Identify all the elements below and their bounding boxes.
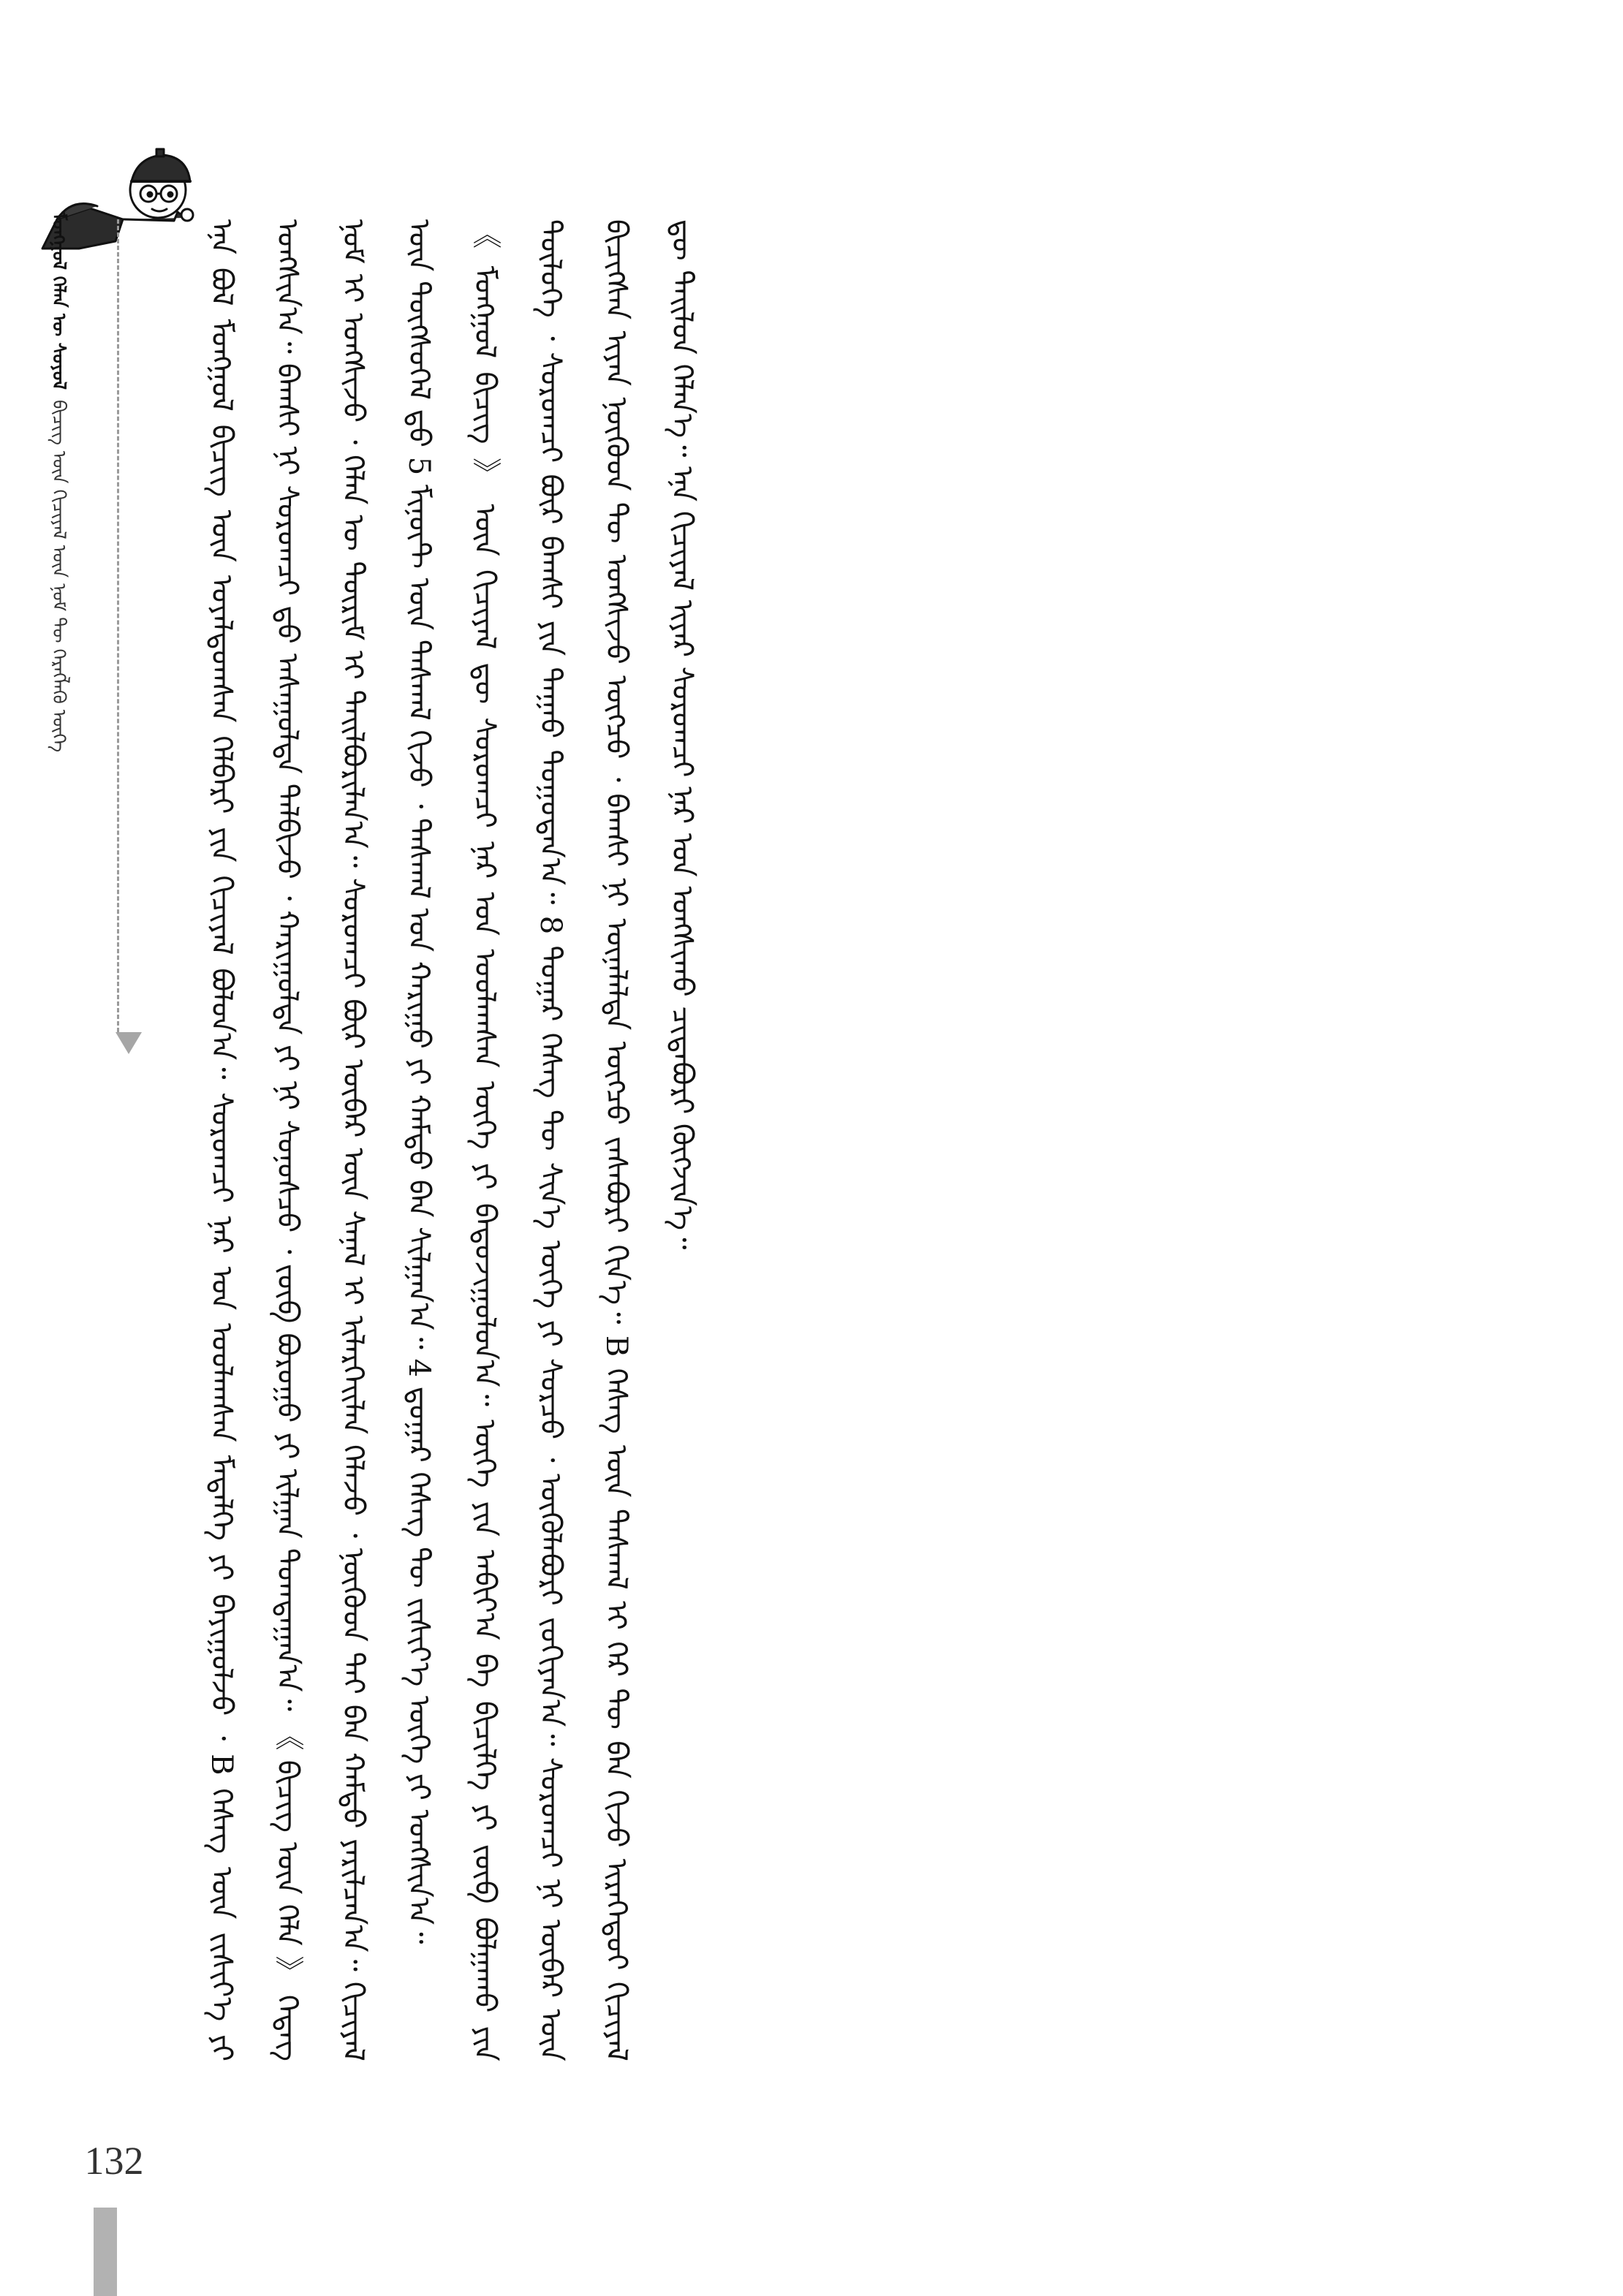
running-head-dashed-rule xyxy=(117,219,119,1032)
running-head-title: ᠮᠣᠩᠭᠣᠯ ᠬᠡᠯᠡᠨ ᠦ ᠰᠣᠶᠣᠯ xyxy=(48,212,70,390)
running-head xyxy=(42,212,76,1031)
running-head-subtitle: ᠪᠢᠴᠢᠭ ᠦᠨ ᠬᠢᠴᠢᠶᠡᠯ ᠦᠨ ᠨᠣᠮ ᠲᠦ ᠬᠡᠷᠡᠭᠯᠡᠬᠦ ᠦᠭᠡ xyxy=(48,400,70,753)
paragraph-2: 《 ᠮᠣᠩᠭᠣᠯ ᠪᠢᠴᠢᠭ 》 ᠦᠨ ᠬᠢᠴᠢᠶᠡᠯ ᠳᠦ ᠰᠤᠷᠤᠭᠴᠢ ᠨᠠᠷ ᠤᠨ ᠤᠤᠯᠠᠭᠰᠠᠨ ᠦᠭᠡ ᠶᠢ ᠪᠠᠲᠤᠵᠢᠭᠤᠯᠤᠨ᠎ᠠ᠃ ᠦᠭᠡ ᠶᠢᠨ ᠠᠪᠢᠶ᠎ᠠ ᠪᠠ ᠪᠢᠴᠢᠯᠭᠡ ᠶᠢ ᠵᠥᠪ ᠪᠣᠯᠭᠠᠬᠤ ᠶᠢᠨ ᠲᠥᠯᠥᠭᠡ ᠂ ᠰᠤᠷᠤᠭᠴᠢ ᠪᠦᠷ ᠪᠠᠭᠰᠢ ᠶᠢᠨ ᠳᠠᠭᠠᠤ ᠳᠤᠭᠤᠳᠠᠨ᠎ᠠ᠃ 8 ᠳᠤᠭᠠᠷ ᠬᠡᠰᠡᠭ ᠲᠦ ᠰᠢᠨ᠎ᠡ ᠦᠭᠡ ᠶᠢ ᠰᠤᠷᠴᠤ ᠂ ᠦᠭᠦᠯᠡᠪᠦᠷᠢ ᠵᠣᠬᠢᠶᠠᠨ᠎ᠠ᠃ ᠰᠤᠷᠤᠭᠴᠢ ᠨᠢ ᠥᠪᠡᠷ ᠦᠨ ᠪᠢᠴᠢᠭᠰᠡᠨ ᠢᠶᠡᠨ ᠨᠥᠬᠥᠳ ᠲᠦ ᠤᠩᠰᠢᠵᠤ ᠥᠭᠴᠦ ᠂ ᠪᠠᠭᠰᠢ ᠨᠢ ᠦᠨᠡᠯᠡᠯᠲᠡ ᠥᠭᠴᠦ ᠵᠠᠰᠠᠪᠤᠷᠢ ᠬᠢᠨ᠎ᠡ᠃ B ᠬᠡᠰᠡᠭ ᠦᠨ ᠳᠠᠰᠭᠠᠯ ᠢ ᠭᠡᠷ ᠲᠦ ᠪᠡᠨ ᠬᠢᠵᠦ ᠢᠷᠡᠭᠡᠳᠦᠢ ᠬᠢᠴᠢᠶᠡᠯ ᠳᠦ ᠲᠠᠢᠯᠤᠨ ᠬᠡᠯᠡᠨ᠎ᠡ᠃ ᠡᠨᠡ ᠬᠢᠴᠢᠶᠡᠯ ᠢᠶᠡᠷ ᠰᠤᠷᠤᠭᠴᠢ ᠨᠠᠷ ᠤᠨ ᠤᠩᠰᠢᠬᠤ ᠴᠢᠳᠠᠪᠤᠷᠢ ᠬᠥᠭᠵᠢᠨ᠎ᠡ᠃ xyxy=(468,219,699,2061)
paragraph-1: ᠡᠨᠡ ᠪᠣᠯ ᠮᠣᠩᠭᠣᠯ ᠪᠢᠴᠢᠭ ᠦᠨ ᠤᠶᠠᠯᠳᠤᠭᠰᠠᠨ ᠬᠡᠯᠪᠡᠷᠢ ᠶᠢᠨ ᠬᠢᠴᠢᠶᠡᠯ ᠪᠣᠯᠣᠨ᠎ᠠ᠃ ᠰᠤᠷᠤᠭᠴᠢ ᠨᠠᠷ ᠤᠨ ᠤᠤᠯᠠᠭᠰᠠᠨ ᠮᠡᠳᠡᠯᠭᠡ ᠶᠢ ᠪᠠᠶᠢᠭᠤᠯᠵᠤ ᠂ B ᠬᠡᠰᠡᠭ ᠦᠨ ᠵᠢᠱᠢᠶ᠎ᠡ ᠶᠢ ᠤᠩᠰᠢᠨ᠎ᠠ᠃ ᠪᠠᠭᠰᠢ ᠨᠢ ᠰᠤᠷᠤᠭᠴᠢ ᠳ᠋ᠤ ᠠᠰᠠᠭᠤᠯᠲᠠ ᠲᠠᠯᠪᠢᠵᠤ ᠂ ᠬᠠᠷᠢᠭᠤᠯᠲᠠ ᠶᠢ ᠨᠢ ᠰᠣᠨᠣᠰᠴᠤ ᠂ ᠵᠦᠪ ᠪᠤᠷᠤᠭᠤ ᠶᠢ ᠢᠯᠭᠠᠨ ᠲᠣᠭᠲᠠᠭᠠᠨ᠎ᠠ᠃ 《 ᠪᠢᠴᠢᠭ ᠦᠨ ᠬᠡᠯᠡ 》 ᠭᠡᠳᠡᠭ ᠨᠣᠮ ᠢ ᠤᠩᠰᠢᠵᠤ ᠂ ᠬᠡᠯᠡᠨ ᠦ ᠳᠦᠷᠢᠮ ᠢ ᠲᠠᠢᠯᠪᠤᠷᠢᠯᠠᠨ᠎ᠠ᠃ ᠰᠤᠷᠤᠭᠴᠢ ᠪᠦᠷ ᠥᠪᠡᠷ ᠦᠨ ᠰᠠᠨᠠᠯ ᠢ ᠢᠯᠡᠷᠬᠡᠢᠯᠡᠨ ᠬᠡᠯᠡᠵᠦ ᠂ ᠨᠥᠬᠥᠳ ᠲᠡᠢ ᠪᠠᠨ ᠬᠠᠮᠲᠤ ᠶᠠᠷᠢᠯᠴᠠᠨ᠎ᠠ᠃ ᠬᠢᠴᠢᠶᠡᠯ ᠦᠨ ᠲᠥᠭᠰᠦᠭᠡᠯ ᠳ᠋ᠤ 5 ᠮᠢᠨᠦ᠋ᠲ ᠦᠨ ᠳᠠᠰᠭᠠᠯ ᠬᠢᠵᠦ ᠂ ᠳᠠᠰᠭᠠᠯ ᠤᠨ ᠬᠠᠷᠢᠭᠤ ᠶᠢ ᠬᠠᠮᠲᠤ ᠪᠠᠨ ᠰᠢᠯᠭᠠᠨ᠎ᠠ᠃ 4 ᠳ᠋ᠤᠭᠠᠷ ᠬᠡᠰᠡᠭ ᠲᠦ ᠵᠢᠱᠢᠶ᠎ᠡ ᠦᠭᠡ ᠶᠢ ᠤᠩᠰᠢᠨ᠎ᠠ᠃ xyxy=(205,219,436,2061)
triangle-marker-icon xyxy=(116,1032,142,1054)
body-text xyxy=(189,219,1300,2061)
page-number: 132 xyxy=(84,2139,144,2183)
page-edge-tab xyxy=(94,2208,117,2296)
